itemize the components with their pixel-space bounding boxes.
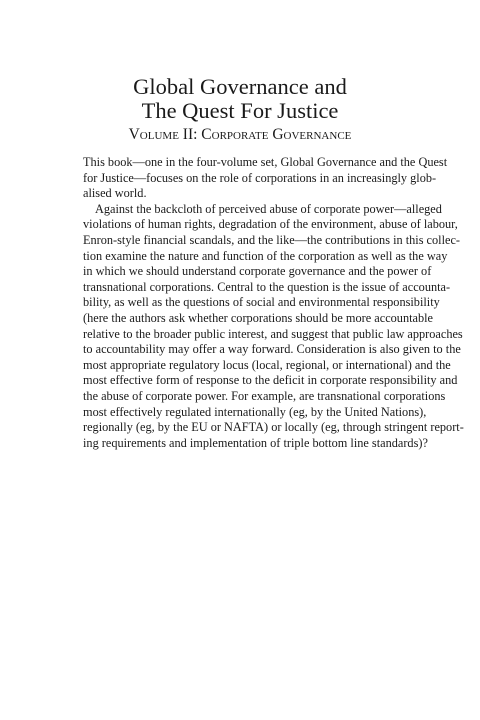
paragraph-1-line: alised world.	[83, 186, 147, 201]
book-title-line-2: The Quest For Justice	[141, 98, 339, 123]
paragraph-2-line: relative to the broader public interest, and suggest that public law approaches	[83, 326, 463, 341]
paragraph-2-line: the abuse of corporate power. For example, are transnational corporations	[83, 388, 446, 403]
description-paragraph-2	[83, 201, 464, 452]
paragraph-2-line: Against the backcloth of perceived abuse of corporate power—alleged	[95, 201, 442, 216]
paragraph-2-line: in which we should understand corporate governance and the power of	[83, 264, 432, 279]
paragraph-2-line: (here the authors ask whether corporations should be more accountable	[83, 310, 433, 325]
paragraph-2-line: Enron-style financial scandals, and the like—the contributions in this collec-	[83, 232, 461, 247]
description-paragraph-1	[83, 155, 448, 202]
paragraph-2-line: most effective form of response to the deficit in corporate responsibility and	[83, 373, 458, 388]
paragraph-2-line: to accountability may offer a way forward. Consideration is also given to the	[83, 342, 461, 357]
paragraph-2-line: ing requirements and implementation of triple bottom line standards)?	[83, 435, 428, 450]
paragraph-2-line: tion examine the nature and function of the corporation as well as the way	[83, 248, 448, 263]
volume-subtitle: Volume II: Corporate Governance	[128, 126, 352, 143]
paragraph-1-line: This book—one in the four-volume set, Global Governance and the Quest	[83, 155, 448, 169]
book-title-line-1: Global Governance and	[133, 74, 347, 99]
paragraph-2-line: violations of human rights, degradation of the environment, abuse of labour,	[83, 217, 458, 232]
paragraph-2-line: regionally (eg, by the EU or NAFTA) or locally (eg, through stringent report-	[83, 420, 464, 435]
paragraph-1-line: for Justice—focuses on the role of corporations in an increasingly glob-	[83, 170, 437, 185]
paragraph-2-line: most effectively regulated internationally (eg, by the United Nations),	[83, 404, 427, 419]
paragraph-2-line: bility, as well as the questions of social and environmental responsibility	[83, 295, 440, 310]
paragraph-2-line: most appropriate regulatory locus (local, regional, or international) and the	[83, 357, 451, 372]
paragraph-2-line: transnational corporations. Central to the question is the issue of accounta-	[83, 279, 451, 294]
